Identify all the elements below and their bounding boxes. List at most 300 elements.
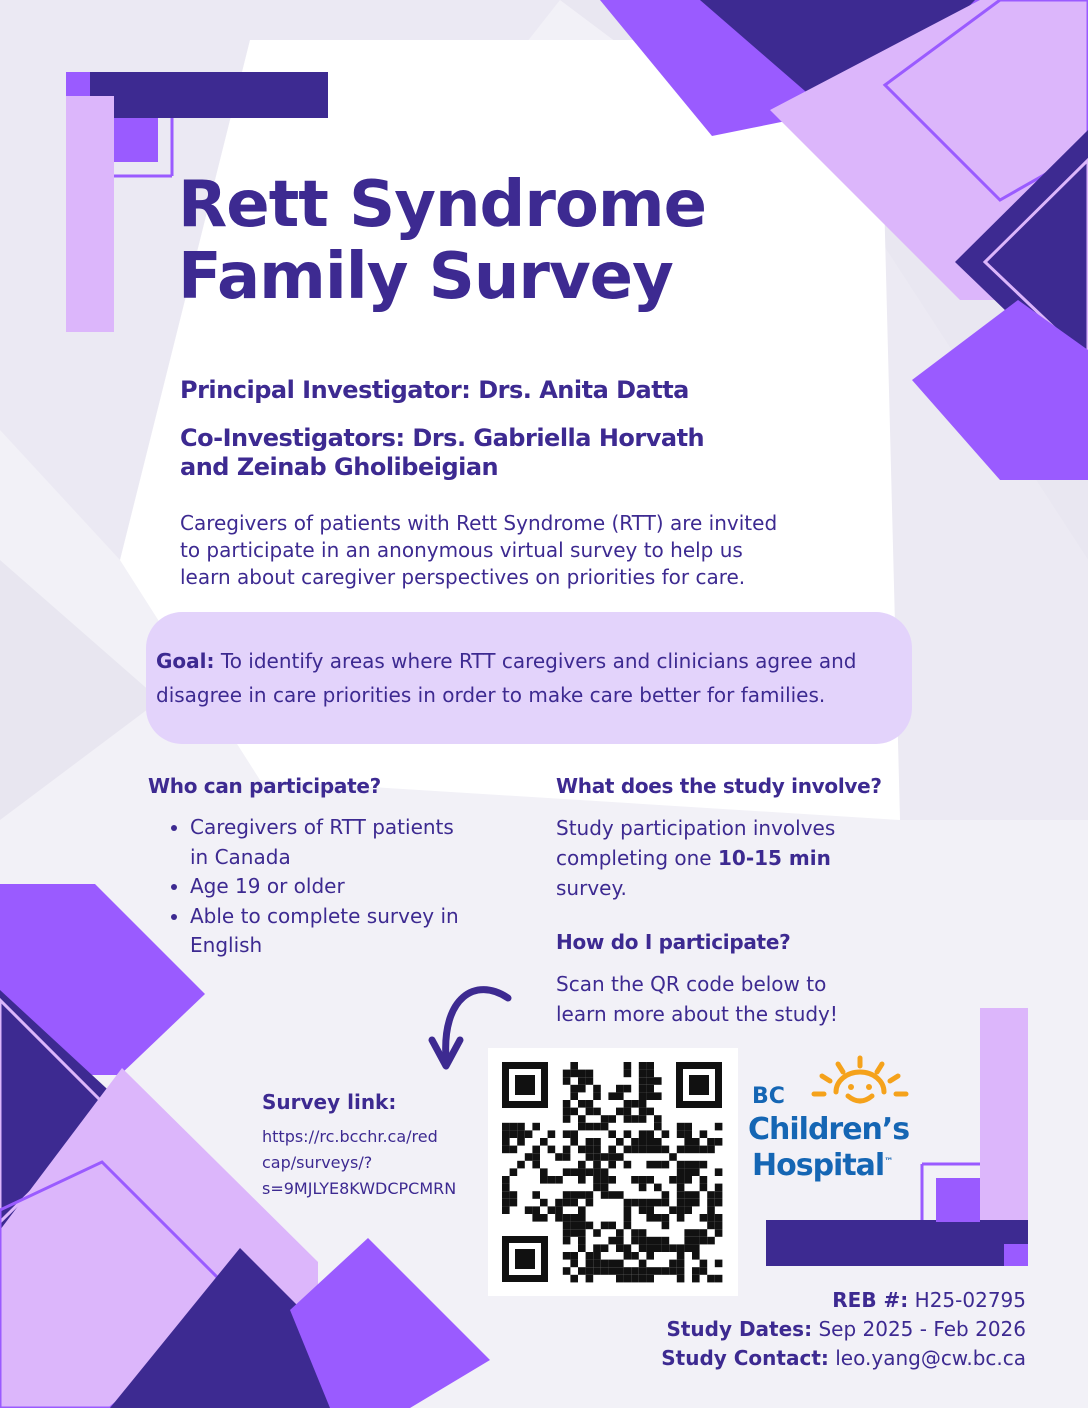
qr-module (700, 1267, 708, 1275)
qr-module (593, 1252, 601, 1260)
qr-module (639, 1092, 647, 1100)
qr-module (631, 1176, 639, 1184)
survey-link-line-2[interactable]: cap/surveys/? (262, 1153, 373, 1172)
qr-module (639, 1062, 647, 1070)
qr-module (700, 1229, 708, 1237)
qr-module (593, 1161, 601, 1169)
qr-module (563, 1077, 571, 1085)
qr-module (692, 1138, 700, 1146)
qr-module (593, 1085, 601, 1093)
qr-module (662, 1130, 670, 1138)
qr-module (639, 1176, 647, 1184)
qr-module (563, 1115, 571, 1123)
qr-module (532, 1146, 540, 1154)
qr-module (563, 1130, 571, 1138)
qr-module (700, 1260, 708, 1268)
qr-module (639, 1146, 647, 1154)
qr-module (624, 1108, 632, 1116)
qr-module (631, 1267, 639, 1275)
qr-module (586, 1252, 594, 1260)
qr-module (639, 1108, 647, 1116)
qr-module (601, 1244, 609, 1252)
qr-module (570, 1062, 578, 1070)
qr-module (593, 1244, 601, 1252)
qr-module (700, 1237, 708, 1245)
qr-module (639, 1184, 647, 1192)
qr-module (570, 1168, 578, 1176)
qr-module (684, 1191, 692, 1199)
qr-module (646, 1252, 654, 1260)
qr-module (715, 1199, 723, 1207)
qr-module (616, 1229, 624, 1237)
qr-module (570, 1275, 578, 1283)
qr-module (646, 1161, 654, 1169)
eligibility-list (162, 813, 520, 961)
how-text (556, 969, 838, 1029)
qr-module (563, 1222, 571, 1230)
qr-module (707, 1275, 715, 1283)
qr-module (639, 1100, 647, 1108)
qr-module (517, 1138, 525, 1146)
qr-module (570, 1138, 578, 1146)
qr-module (532, 1214, 540, 1222)
list-item-text: English (190, 933, 263, 957)
qr-module (540, 1138, 548, 1146)
sun-logo-icon (804, 1054, 914, 1112)
qr-module (616, 1085, 624, 1093)
qr-module (677, 1184, 685, 1192)
principal-investigator: Principal Investigator: Drs. Anita Datta (180, 376, 689, 404)
qr-module (563, 1146, 571, 1154)
qr-module (532, 1153, 540, 1161)
study-contact-value[interactable]: leo.yang@cw.bc.ca (828, 1346, 1026, 1370)
qr-module (624, 1244, 632, 1252)
qr-module (624, 1206, 632, 1214)
list-item-text: Caregivers of RTT patients (190, 815, 454, 839)
qr-module (639, 1130, 647, 1138)
qr-module (654, 1199, 662, 1207)
qr-module (502, 1191, 510, 1199)
qr-module (631, 1100, 639, 1108)
qr-module (563, 1199, 571, 1207)
logo-trademark: ™ (884, 1157, 893, 1167)
qr-module (624, 1275, 632, 1283)
qr-module (646, 1146, 654, 1154)
qr-module (700, 1161, 708, 1169)
qr-module (578, 1146, 586, 1154)
qr-module (510, 1130, 518, 1138)
qr-module (608, 1191, 616, 1199)
qr-module (631, 1115, 639, 1123)
qr-module (570, 1214, 578, 1222)
survey-link-line-1[interactable]: https://rc.bcchr.ca/red (262, 1127, 438, 1146)
qr-module (639, 1267, 647, 1275)
qr-module (601, 1260, 609, 1268)
qr-module (548, 1146, 556, 1154)
study-contact (661, 1346, 1026, 1370)
qr-module (639, 1260, 647, 1268)
qr-module (601, 1184, 609, 1192)
qr-module (646, 1176, 654, 1184)
reb-value: H25-02795 (908, 1288, 1026, 1312)
qr-module (646, 1244, 654, 1252)
qr-module (616, 1191, 624, 1199)
qr-module (555, 1199, 563, 1207)
qr-module (601, 1115, 609, 1123)
qr-module (684, 1138, 692, 1146)
logo-bc: BC (752, 1084, 785, 1109)
title-line-2: Family Survey (178, 239, 673, 314)
qr-module (715, 1275, 723, 1283)
qr-module (646, 1237, 654, 1245)
qr-code[interactable] (488, 1048, 738, 1296)
qr-module (646, 1130, 654, 1138)
qr-module (624, 1146, 632, 1154)
qr-module (715, 1229, 723, 1237)
involve-line-1: Study participation involves (556, 816, 836, 840)
qr-module (715, 1168, 723, 1176)
qr-module (608, 1267, 616, 1275)
qr-module (692, 1229, 700, 1237)
qr-module (563, 1070, 571, 1078)
qr-module (715, 1123, 723, 1131)
qr-module (570, 1222, 578, 1230)
logo-line-2 (752, 1148, 892, 1183)
qr-module (502, 1123, 510, 1131)
qr-module (654, 1138, 662, 1146)
qr-module (684, 1146, 692, 1154)
qr-module (707, 1146, 715, 1154)
qr-module (631, 1138, 639, 1146)
qr-module (677, 1130, 685, 1138)
qr-module (646, 1092, 654, 1100)
qr-module (684, 1130, 692, 1138)
qr-module (654, 1267, 662, 1275)
qr-module (517, 1130, 525, 1138)
qr-module (677, 1260, 685, 1268)
qr-module (532, 1191, 540, 1199)
intro-line-1: Caregivers of patients with Rett Syndrome (RTT) are invited (180, 511, 778, 535)
qr-module (677, 1214, 685, 1222)
qr-module (662, 1199, 670, 1207)
co-investigators-line-1: Co-Investigators: Drs. Gabriella Horvath (180, 424, 705, 452)
qr-module (502, 1206, 510, 1214)
qr-module (631, 1275, 639, 1283)
qr-module (646, 1062, 654, 1070)
qr-module (639, 1199, 647, 1207)
title-line-1: Rett Syndrome (178, 168, 706, 242)
logo-line-1: Children’s (748, 1112, 910, 1147)
qr-module (646, 1267, 654, 1275)
qr-module (593, 1267, 601, 1275)
qr-module (677, 1267, 685, 1275)
qr-module (684, 1199, 692, 1207)
qr-module (677, 1244, 685, 1252)
qr-module (601, 1168, 609, 1176)
qr-module (563, 1153, 571, 1161)
qr-module (715, 1184, 723, 1192)
qr-module (654, 1146, 662, 1154)
qr-module (654, 1244, 662, 1252)
qr-module (692, 1267, 700, 1275)
qr-module (692, 1168, 700, 1176)
qr-module (563, 1214, 571, 1222)
qr-module (608, 1146, 616, 1154)
qr-module (548, 1206, 556, 1214)
qr-module (593, 1229, 601, 1237)
qr-module (639, 1237, 647, 1245)
qr-module (616, 1138, 624, 1146)
qr-module (593, 1184, 601, 1192)
qr-module (707, 1199, 715, 1207)
how-line-2: learn more about the study! (556, 1002, 838, 1026)
qr-module (601, 1176, 609, 1184)
qr-module (624, 1115, 632, 1123)
qr-module (570, 1191, 578, 1199)
qr-module (570, 1252, 578, 1260)
qr-module (608, 1153, 616, 1161)
qr-module (586, 1108, 594, 1116)
goal-line-1: To identify areas where RTT caregivers and clinicians agree and (214, 649, 857, 673)
qr-module (540, 1214, 548, 1222)
qr-module (707, 1138, 715, 1146)
qr-module (586, 1146, 594, 1154)
qr-module (601, 1267, 609, 1275)
qr-module (593, 1123, 601, 1131)
qr-module (540, 1199, 548, 1207)
qr-module (616, 1237, 624, 1245)
qr-module (608, 1260, 616, 1268)
qr-module (700, 1146, 708, 1154)
qr-module (654, 1184, 662, 1192)
qr-module (662, 1267, 670, 1275)
qr-module (608, 1161, 616, 1169)
qr-module (586, 1199, 594, 1207)
involve-line-3: survey. (556, 876, 627, 900)
qr-module (578, 1244, 586, 1252)
qr-module (639, 1229, 647, 1237)
qr-module (601, 1153, 609, 1161)
qr-module (646, 1138, 654, 1146)
qr-module (692, 1191, 700, 1199)
list-item (190, 902, 520, 961)
qr-module (570, 1229, 578, 1237)
qr-module (715, 1191, 723, 1199)
qr-module (532, 1123, 540, 1131)
qr-code-icon (488, 1048, 738, 1296)
qr-module (578, 1161, 586, 1169)
qr-module (654, 1077, 662, 1085)
qr-module (715, 1260, 723, 1268)
qr-module (570, 1085, 578, 1093)
qr-module (555, 1214, 563, 1222)
qr-module (586, 1260, 594, 1268)
qr-module (616, 1260, 624, 1268)
qr-module (624, 1267, 632, 1275)
qr-module (570, 1108, 578, 1116)
qr-module (646, 1199, 654, 1207)
qr-module (662, 1146, 670, 1154)
reb-number (832, 1288, 1026, 1312)
qr-module (677, 1161, 685, 1169)
duration-text: 10-15 min (717, 846, 831, 870)
qr-module (684, 1168, 692, 1176)
qr-module (677, 1206, 685, 1214)
who-heading: Who can participate? (148, 774, 381, 798)
qr-module (654, 1161, 662, 1169)
qr-module (639, 1077, 647, 1085)
qr-module (502, 1146, 510, 1154)
qr-module (692, 1161, 700, 1169)
qr-module (692, 1275, 700, 1283)
qr-module (700, 1214, 708, 1222)
qr-module (586, 1070, 594, 1078)
qr-module (677, 1123, 685, 1131)
qr-module (639, 1115, 647, 1123)
qr-module (646, 1214, 654, 1222)
qr-module (646, 1108, 654, 1116)
qr-module (578, 1168, 586, 1176)
qr-module (639, 1206, 647, 1214)
qr-module (586, 1077, 594, 1085)
qr-module (700, 1176, 708, 1184)
qr-module (578, 1237, 586, 1245)
qr-module (700, 1184, 708, 1192)
qr-module (586, 1267, 594, 1275)
qr-module (669, 1260, 677, 1268)
qr-module (624, 1252, 632, 1260)
qr-module (616, 1275, 624, 1283)
qr-module (631, 1199, 639, 1207)
qr-module (510, 1168, 518, 1176)
qr-module (662, 1191, 670, 1199)
qr-module (608, 1237, 616, 1245)
survey-link[interactable] (262, 1124, 488, 1202)
qr-module (677, 1176, 685, 1184)
qr-module (624, 1130, 632, 1138)
qr-module (540, 1168, 548, 1176)
qr-module (616, 1267, 624, 1275)
list-item (190, 813, 520, 872)
qr-module (578, 1115, 586, 1123)
qr-module (608, 1176, 616, 1184)
qr-module (593, 1146, 601, 1154)
qr-module (502, 1130, 510, 1138)
qr-module (616, 1092, 624, 1100)
qr-module (662, 1161, 670, 1169)
qr-module (684, 1237, 692, 1245)
qr-module (715, 1222, 723, 1230)
qr-module (555, 1176, 563, 1184)
qr-module (525, 1130, 533, 1138)
qr-module (624, 1199, 632, 1207)
qr-module (517, 1123, 525, 1131)
qr-module (684, 1161, 692, 1169)
intro-line-2: to participate in an anonymous virtual survey to help us (180, 538, 743, 562)
qr-module (616, 1244, 624, 1252)
involve-text (556, 813, 835, 903)
qr-module (715, 1214, 723, 1222)
qr-module (692, 1146, 700, 1154)
qr-module (517, 1161, 525, 1169)
qr-module (677, 1199, 685, 1207)
qr-module (639, 1244, 647, 1252)
co-investigators (180, 424, 800, 482)
qr-module (707, 1206, 715, 1214)
qr-module (677, 1146, 685, 1154)
qr-module (586, 1138, 594, 1146)
qr-module (578, 1229, 586, 1237)
page-title (178, 170, 706, 313)
qr-module (601, 1191, 609, 1199)
qr-module (707, 1237, 715, 1245)
qr-module (669, 1267, 677, 1275)
qr-module (593, 1176, 601, 1184)
qr-module (502, 1176, 510, 1184)
qr-module (570, 1199, 578, 1207)
qr-module (570, 1260, 578, 1268)
logo-hospital: Hospital (752, 1148, 885, 1183)
qr-module (525, 1153, 533, 1161)
qr-module (525, 1206, 533, 1214)
qr-module (624, 1070, 632, 1078)
qr-module (593, 1108, 601, 1116)
qr-module (555, 1206, 563, 1214)
qr-module (715, 1138, 723, 1146)
list-item-text: Able to complete survey in (190, 903, 459, 928)
qr-module (707, 1222, 715, 1230)
qr-module (646, 1085, 654, 1093)
qr-module (570, 1092, 578, 1100)
qr-module (669, 1206, 677, 1214)
qr-module (631, 1229, 639, 1237)
survey-link-line-3[interactable]: s=9MJLYE8KWDCPCMRN (262, 1179, 457, 1198)
qr-module (570, 1070, 578, 1078)
qr-module (639, 1085, 647, 1093)
qr-module (593, 1092, 601, 1100)
qr-module (563, 1267, 571, 1275)
involve-heading: What does the study involve? (556, 774, 882, 798)
qr-module (510, 1123, 518, 1131)
qr-module (654, 1123, 662, 1131)
qr-module (662, 1237, 670, 1245)
qr-module (624, 1161, 632, 1169)
qr-module (662, 1244, 670, 1252)
qr-module (616, 1153, 624, 1161)
qr-module (669, 1153, 677, 1161)
qr-module (578, 1176, 586, 1184)
qr-module (555, 1153, 563, 1161)
qr-module (578, 1206, 586, 1214)
qr-module (684, 1244, 692, 1252)
qr-module (563, 1252, 571, 1260)
qr-module (608, 1222, 616, 1230)
qr-module (563, 1108, 571, 1116)
qr-module (532, 1206, 540, 1214)
qr-module (677, 1191, 685, 1199)
intro-line-3: learn about caregiver perspectives on priorities for care. (180, 565, 746, 589)
qr-module (677, 1252, 685, 1260)
qr-module (624, 1062, 632, 1070)
qr-module (608, 1130, 616, 1138)
qr-module (548, 1130, 556, 1138)
qr-module (692, 1237, 700, 1245)
qr-module (586, 1123, 594, 1131)
qr-module (654, 1115, 662, 1123)
study-contact-label: Study Contact: (661, 1346, 829, 1370)
qr-module (578, 1191, 586, 1199)
qr-module (707, 1214, 715, 1222)
